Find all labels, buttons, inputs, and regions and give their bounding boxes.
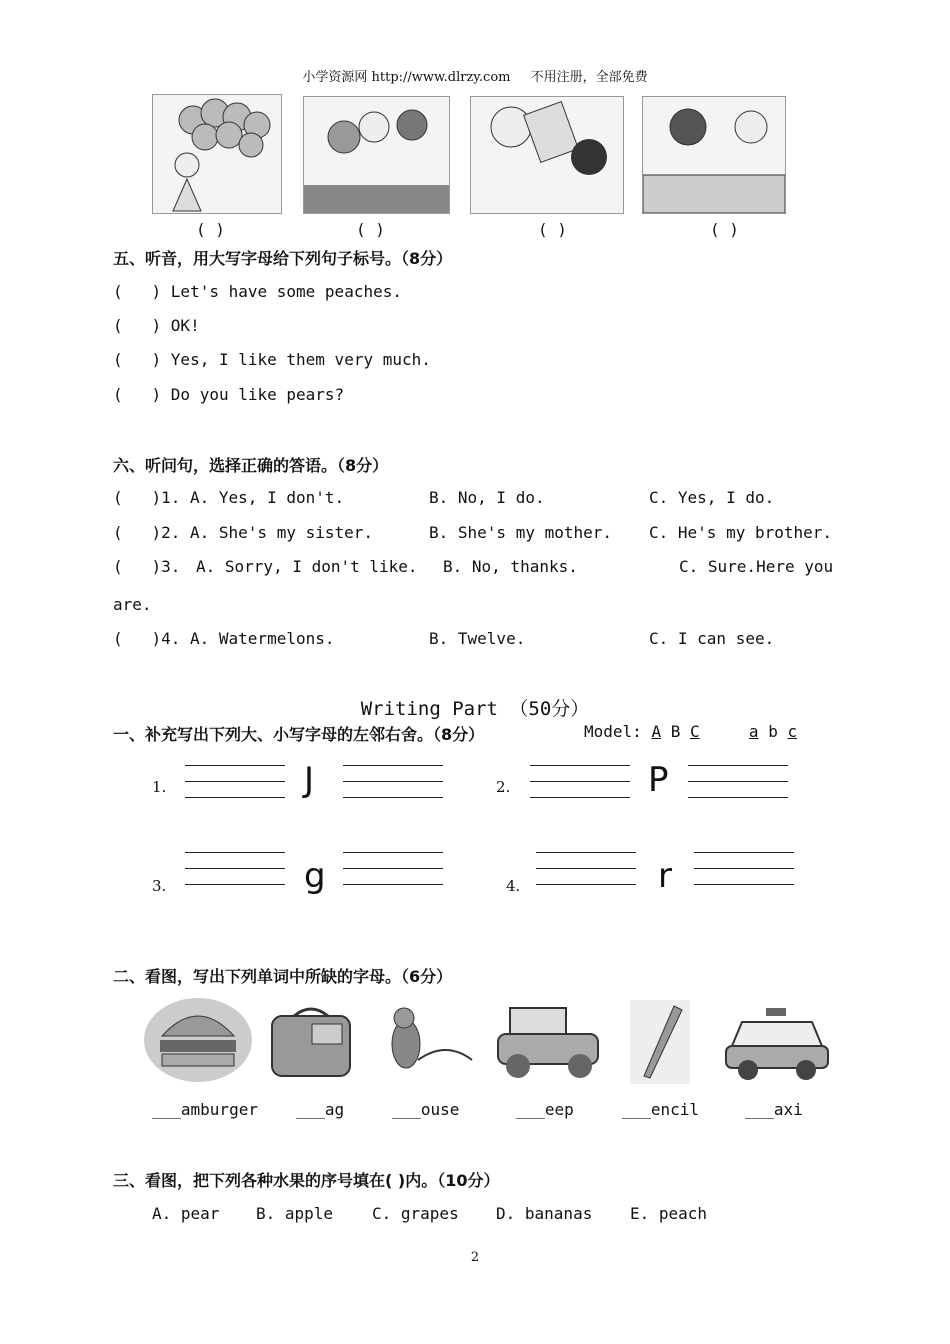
q4-option-b: B. Twelve. [429,629,526,648]
children-food-picture [303,96,450,214]
fruit-option: B. apple [256,1204,334,1223]
writing-lines-left[interactable] [185,852,285,900]
word-blank[interactable]: ___ag [296,1100,345,1119]
site-text: 小学资源网 http://www.dlrzy.com [302,70,511,85]
fruit-option: C. grapes [372,1204,459,1223]
girl-balloons-picture [152,94,282,214]
q2-number: ( )2. [113,523,181,542]
model-lower-c: c [787,722,798,741]
fruit-option: E. peach [630,1204,708,1223]
writing-lines-right[interactable] [343,765,443,813]
letter-item-number: 2. [496,778,511,796]
section5-item: ( ) Let's have some peaches. [113,282,402,301]
q3-option-c: C. Sure.Here you [679,557,834,576]
taxi-icon [722,1002,832,1086]
word-blank[interactable]: ___ouse [392,1100,460,1119]
model-upper-c: C [690,722,700,741]
q3-option-b: B. No, thanks. [443,557,578,576]
w1-title: 一、补充写出下列大、小写字母的左邻右舍。（8分） [113,725,485,744]
letter-item-number: 1. [152,778,167,796]
section5-item: ( ) Do you like pears? [113,385,345,404]
q4-option-c: C. I can see. [649,629,775,648]
free-note: 不用注册，全部免费 [530,70,648,85]
hamburger-icon [142,996,254,1088]
w3-title: 三、看图，把下列各种水果的序号填在( )内。（10分） [113,1171,500,1190]
q1-option-a: A. Yes, I don't. [190,488,345,507]
q1-number: ( )1. [113,488,181,507]
q1-option-c: C. Yes, I do. [649,488,775,507]
letter-item-number: 4. [506,877,521,895]
answer-paren-2[interactable]: ( ) [356,220,385,239]
page-number: 2 [470,1250,480,1265]
q4-number: ( )4. [113,629,181,648]
w2-title: 二、看图，写出下列单词中所缺的字母。（6分） [113,967,453,986]
section5-item: ( ) OK! [113,316,200,335]
given-letter: P [648,760,669,800]
q2-option-c: C. He's my brother. [649,523,833,542]
writing-lines-left[interactable] [530,765,630,813]
writing-lines-right[interactable] [694,852,794,900]
word-blank[interactable]: ___axi [745,1100,803,1119]
model-upper-a: A [651,722,662,741]
model-label: Model: [584,722,642,741]
q4-option-a: A. Watermelons. [190,629,335,648]
writing-part-title: Writing Part （50分） [360,698,590,720]
section6-title: 六、听问句，选择正确的答语。（8分） [113,456,389,475]
bag-icon [264,1002,358,1084]
section5-item: ( ) Yes, I like them very much. [113,350,431,369]
page-header [0,66,950,85]
section5-title: 五、听音，用大写字母给下列句子标号。（8分） [113,249,453,268]
q2-option-b: B. She's my mother. [429,523,613,542]
model-lower-a: a [748,722,759,741]
fruit-option: A. pear [152,1204,220,1223]
jeep-icon [488,1004,608,1084]
children-table-picture [642,96,786,214]
writing-lines-left[interactable] [185,765,285,813]
model-example [584,722,797,741]
q3-option-a: A. Sorry, I don't like. [196,557,418,576]
model-lower-b: b [768,722,778,741]
word-blank[interactable]: ___encil [622,1100,700,1119]
pencil-icon [630,1000,690,1088]
answer-paren-3[interactable]: ( ) [538,220,567,239]
fruit-option: D. bananas [496,1204,593,1223]
letter-item-number: 3. [152,877,167,895]
girl-boy-picture [470,96,624,214]
word-blank[interactable]: ___eep [516,1100,574,1119]
given-letter: J [304,760,315,800]
writing-lines-right[interactable] [343,852,443,900]
writing-lines-left[interactable] [536,852,636,900]
answer-paren-4[interactable]: ( ) [710,220,739,239]
q3-option-c-continued: are. [113,595,152,614]
answer-paren-1[interactable]: ( ) [196,220,225,239]
q1-option-b: B. No, I do. [429,488,545,507]
given-letter: g [304,856,326,896]
given-letter: r [658,856,672,896]
word-blank[interactable]: ___amburger [152,1100,258,1119]
writing-lines-right[interactable] [688,765,788,813]
q2-option-a: A. She's my sister. [190,523,374,542]
q3-number: ( )3. [113,557,181,576]
mouse-icon [376,1000,474,1084]
model-upper-b: B [670,722,681,741]
